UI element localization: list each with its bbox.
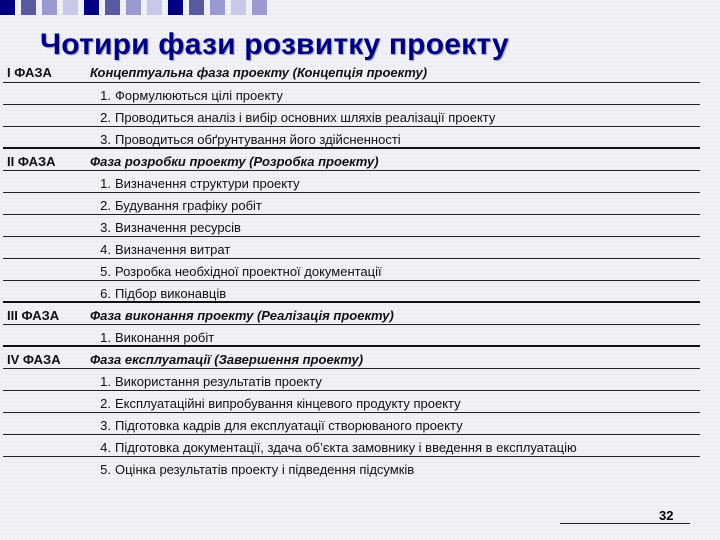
step-row <box>3 126 700 148</box>
square-13 <box>252 0 267 15</box>
step-text: Оцінка результатів проекту і підведення підсумків <box>111 456 700 478</box>
step-row <box>3 412 700 434</box>
step-row <box>3 214 700 236</box>
step-row <box>3 456 700 478</box>
phase-label: ІІІ ФАЗА <box>3 302 86 324</box>
step-text: Виконання робіт <box>111 324 700 346</box>
step-row <box>3 82 700 104</box>
step-text: Визначення витрат <box>111 236 700 258</box>
phase-row <box>3 302 700 324</box>
square-11 <box>210 0 225 15</box>
step-text: Визначення структури проекту <box>111 170 700 192</box>
square-3 <box>42 0 57 15</box>
phases-table <box>3 60 700 478</box>
page-number: 32 <box>659 508 674 523</box>
slide-title: Чотири фази розвитку проекту <box>40 28 509 61</box>
phase-row <box>3 148 700 170</box>
step-number: 1. <box>86 324 111 346</box>
step-text: Підготовка кадрів для експлуатації створюваного проекту <box>111 412 700 434</box>
square-9 <box>168 0 183 15</box>
step-spacer <box>3 412 86 434</box>
square-1 <box>0 0 15 15</box>
step-text: Проводиться аналіз і вибір основних шляхів реалізації проекту <box>111 104 700 126</box>
step-row <box>3 170 700 192</box>
step-spacer <box>3 192 86 214</box>
step-text: Використання результатів проекту <box>111 368 700 390</box>
step-number: 1. <box>86 82 111 104</box>
square-6 <box>105 0 120 15</box>
step-number: 1. <box>86 170 111 192</box>
step-spacer <box>3 258 86 280</box>
square-8 <box>147 0 162 15</box>
square-12 <box>231 0 246 15</box>
step-number: 3. <box>86 126 111 148</box>
step-text: Визначення ресурсів <box>111 214 700 236</box>
square-5 <box>84 0 99 15</box>
phase-title: Фаза виконання проекту (Реалізація проекту) <box>86 302 700 324</box>
step-row <box>3 192 700 214</box>
square-4 <box>63 0 78 15</box>
phase-label: ІІ ФАЗА <box>3 148 86 170</box>
step-number: 2. <box>86 104 111 126</box>
step-spacer <box>3 104 86 126</box>
phase-label: IV ФАЗА <box>3 346 86 368</box>
step-spacer <box>3 368 86 390</box>
step-spacer <box>3 126 86 148</box>
step-number: 2. <box>86 390 111 412</box>
phase-label: І ФАЗА <box>7 65 52 80</box>
phase-title: Фаза експлуатації (Завершення проекту) <box>86 346 700 368</box>
step-number: 5. <box>86 258 111 280</box>
step-spacer <box>3 280 86 302</box>
step-text: Будування графіку робіт <box>111 192 700 214</box>
step-text: Підготовка документації, здача об’єкта замовнику і введення в експлуатацію <box>111 434 700 456</box>
phase-title: Фаза розробки проекту (Розробка проекту) <box>86 148 700 170</box>
step-row <box>3 368 700 390</box>
step-number: 1. <box>86 368 111 390</box>
step-row <box>3 434 700 456</box>
step-spacer <box>3 390 86 412</box>
step-spacer <box>3 434 86 456</box>
square-10 <box>189 0 204 15</box>
square-2 <box>21 0 36 15</box>
step-row <box>3 236 700 258</box>
step-number: 3. <box>86 214 111 236</box>
step-spacer <box>3 456 86 478</box>
step-row <box>3 258 700 280</box>
step-spacer <box>3 82 86 104</box>
phase-title: Концептуальна фаза проекту (Концепція проекту) <box>90 65 428 80</box>
step-text: Підбор виконавців <box>111 280 700 302</box>
step-spacer <box>3 236 86 258</box>
step-number: 2. <box>86 192 111 214</box>
decorative-squares <box>0 0 273 15</box>
step-number: 4. <box>86 434 111 456</box>
step-spacer <box>3 170 86 192</box>
step-spacer <box>3 324 86 346</box>
step-text: Проводиться обґрунтування його здійсненності <box>111 126 700 148</box>
step-text: Експлуатаційні випробування кінцевого продукту проекту <box>111 390 700 412</box>
square-7 <box>126 0 141 15</box>
step-spacer <box>3 214 86 236</box>
step-row <box>3 104 700 126</box>
step-row <box>3 324 700 346</box>
step-text: Розробка необхідної проектної документації <box>111 258 700 280</box>
step-number: 5. <box>86 456 111 478</box>
phase-row <box>3 346 700 368</box>
step-number: 3. <box>86 412 111 434</box>
phases-table-body <box>3 60 700 478</box>
step-number: 4. <box>86 236 111 258</box>
phase-row <box>3 60 700 82</box>
step-number: 6. <box>86 280 111 302</box>
step-row <box>3 390 700 412</box>
step-text: Формулюються цілі проекту <box>111 82 700 104</box>
step-row <box>3 280 700 302</box>
footer-rule <box>560 523 690 524</box>
